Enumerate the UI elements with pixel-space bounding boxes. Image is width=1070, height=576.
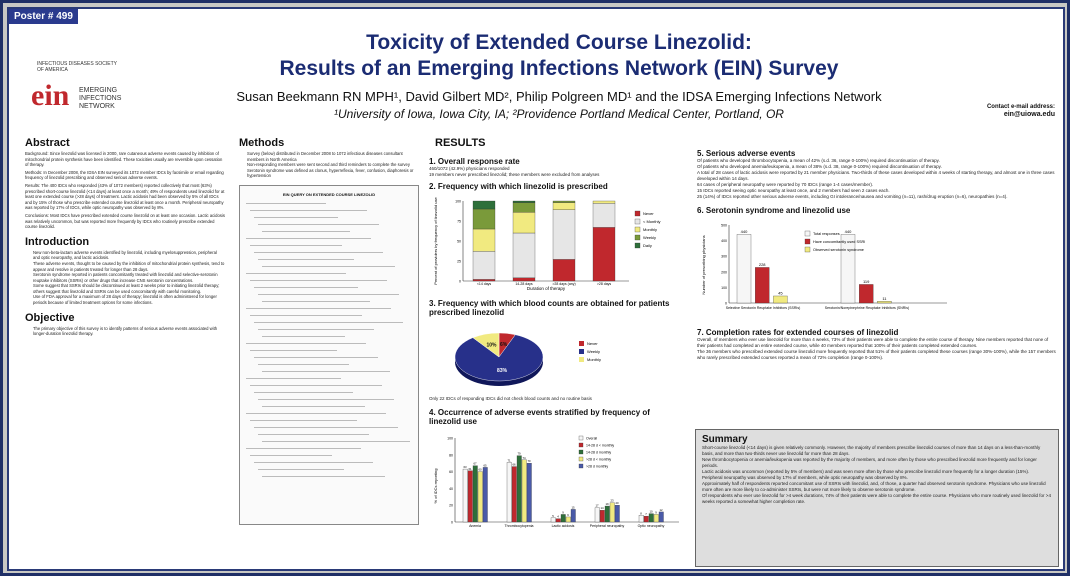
y-axis-label: Number of prescribing physicians: [701, 235, 706, 295]
bar: [737, 234, 751, 303]
bar-segment: [593, 227, 615, 281]
objective-bullet: • The primary objective of this survey is to identify patterns of serious adverse events associated with longer-duration linezolid therapy.: [33, 326, 225, 337]
bar-segment: [513, 212, 535, 233]
survey-line: [250, 210, 367, 211]
bar: [605, 506, 610, 522]
abstract-results: Results: The 400 IDCs who responded (43% of 1072 members) reported collectively that most (63%) prescribed short-course linezolid (<14 days) at least once a month; 49% of respondents used linezolid for at least one extended course (>28 days) of treatment. Lactic acidosis had been observed by 5% of all IDCs and by 15% of those who prescribe extended course linezolid at least once a month. Peripheral neuropathy was reported by 17% of IDCs, while optic neuropathy was observed by 8%.: [25, 182, 225, 211]
logo-network-line1: EMERGING: [79, 87, 118, 94]
legend-swatch: [579, 443, 583, 447]
bar: [841, 234, 855, 303]
legend-swatch: [635, 227, 640, 232]
x-tick-label: Lactic acidosis: [551, 524, 575, 528]
bar-data-label: 8: [640, 511, 642, 516]
bar-data-label: 10: [649, 509, 653, 514]
survey-line: [262, 476, 385, 477]
bar: [659, 512, 664, 522]
survey-line: [258, 329, 374, 330]
poster-number-tag: Poster # 499: [9, 9, 78, 24]
bar-segment: [593, 201, 615, 203]
methods-heading: Methods: [239, 137, 285, 149]
x-tick-label: Serotonin/Norepinephrine Reuptake Inhibitors (SNRIs): [824, 306, 910, 310]
blood-count-pie-chart: [429, 317, 684, 391]
bar: [463, 469, 468, 522]
legend-label: Have concomitantly used SSRI: [813, 240, 866, 244]
bar-data-label: 119: [863, 278, 870, 284]
bar-data-label: 7: [645, 512, 647, 517]
logo-network-line3: NETWORK: [79, 103, 115, 110]
bar-data-label: 440: [740, 228, 748, 234]
survey-title: EIN QUERY ON EXTENDED COURSE LINEZOLID: [282, 191, 376, 197]
intro-bullet: • Some suggest that SSRIs should be discontinued at least 2 weeks prior to initiating linezolid therapy; others suggest that linezolid and SSRIs can be used concomitantly with careful monitoring.: [33, 283, 225, 294]
bar: [654, 514, 659, 522]
bar: [615, 505, 620, 522]
survey-line: [246, 343, 366, 344]
legend-label: Weekly: [587, 349, 601, 354]
y-tick-label: 75: [457, 219, 461, 224]
bar: [556, 519, 561, 522]
methods-bullet: • Serotonin syndrome was defined as clonus, hyperreflexia, fever, confusion, diaphoresis or hypertension: [247, 168, 419, 179]
x-tick-label: >28 days (any): [552, 282, 576, 286]
bar: [527, 463, 532, 522]
survey-line: [246, 308, 391, 309]
bar: [859, 284, 873, 303]
s5-bullet: • 64 cases of peripheral neuropathy were reported by 70 IDCs (range 1-4 cases/member).: [697, 182, 1057, 188]
survey-line: [246, 413, 386, 414]
prescribing-frequency-chart: [429, 191, 684, 291]
legend-swatch: [579, 436, 583, 440]
y-tick-label: 60: [449, 470, 453, 475]
survey-line: [246, 448, 361, 449]
bar-segment: [553, 259, 575, 281]
bar-data-label: 11: [882, 295, 887, 301]
survey-line: [262, 336, 345, 337]
legend-label: Weekly: [643, 235, 657, 240]
survey-line: [262, 231, 350, 232]
results-s7-heading: 7. Completion rates for extended courses of linezolid: [697, 328, 899, 337]
legend-label: >28 d < monthly: [586, 457, 612, 462]
intro-bullet: • Serotonin syndrome reported in patients concomitantly treated with linezolid and selective-serotonin reuptake inhibitors (SSRIs) or other drugs that increase CNS serotonin concentrations.: [33, 272, 225, 283]
legend-label: Total responses: [813, 232, 840, 236]
summary-heading: Summary: [702, 434, 748, 445]
bar: [468, 471, 473, 522]
survey-line: [246, 273, 346, 274]
summary-box: [695, 429, 1059, 567]
y-tick-label: 0: [451, 520, 453, 525]
bar: [600, 510, 605, 522]
bar-segment: [473, 229, 495, 251]
y-tick-label: 500: [721, 223, 727, 228]
results-s6-heading: 6. Serotonin syndrome and linezolid use: [697, 206, 851, 215]
bar: [478, 472, 483, 522]
bar: [566, 517, 571, 522]
column-methods: [239, 135, 419, 567]
bar-data-label: 65: [483, 463, 487, 468]
legend-swatch: [635, 235, 640, 240]
methods-bullet: • Survey (below) distributed in December 2008 to 1072 infectious diseases consultant members in North America: [247, 151, 419, 162]
legend-swatch: [579, 349, 584, 354]
bar-data-label: 74: [522, 455, 526, 460]
bar: [483, 467, 488, 522]
bar-segment: [513, 233, 535, 278]
bar-segment: [553, 201, 575, 203]
adverse-events-chart: [429, 426, 684, 536]
s5-bullet: • 15 IDCs reported seeing optic neuropathy at least once, and 2 members had seen 2 cases each.: [697, 188, 1057, 194]
pie-data-label: 6%: [499, 342, 508, 349]
logo-network-line2: INFECTIONS: [79, 95, 122, 102]
legend-label: >28 d monthly: [586, 464, 609, 469]
bar: [507, 462, 512, 522]
bar-segment: [473, 279, 495, 281]
bar-segment: [513, 201, 535, 203]
column-results: [429, 135, 684, 567]
bar-segment: [473, 201, 495, 209]
s5-bullet: • 25 (14%) of IDCs reported other serious adverse events, including GI intolerance/nausea and vomiting (n=11), rash/drug eruption (n=6), neuropathies (n=4).: [697, 194, 1057, 200]
survey-line: [250, 420, 357, 421]
bar: [595, 508, 600, 522]
survey-line: [254, 217, 338, 218]
intro-bullet: • These adverse events, thought to be caused by the inhibition of mitochondrial protein synthesis, tend to appear and resolve in patients treated for longer than 28 days.: [33, 261, 225, 272]
survey-line: [250, 315, 362, 316]
legend-swatch: [579, 357, 584, 362]
bar-segment: [553, 210, 575, 260]
bar: [571, 509, 576, 522]
y-tick-label: 0: [459, 279, 461, 284]
s7-bullet: • Overall, of members who ever use linezolid for more than 4 weeks, 73% of their patients were able to complete the entire course of therapy. Nine members reported that none of their patients had completed an entire extended course, while 40 members reported that 100% of their patients completed extended courses.: [697, 337, 1057, 349]
survey-line: [262, 406, 365, 407]
results-s3-note: Only 22 IDCs of responding IDCs did not check blood counts and no routine basis: [429, 396, 592, 401]
results-s4-heading: 4. Occurrence of adverse events stratified by frequency of linezolid use: [429, 408, 650, 426]
logo-org-line2: OF AMERICA: [37, 67, 68, 73]
summary-bullet: • Approximately half of respondents reported concomitant use of SSRIs with linezolid, and, of those, a quarter had observed serotonin syndrome. Physicians who use linezolid more often are more likely to co-administer SSRIs, but were not more likely to observe serotonin syndrome.: [702, 481, 1052, 493]
y-tick-label: 400: [721, 239, 727, 244]
x-axis-label: Duration of therapy: [526, 286, 566, 291]
poster-body: [7, 7, 1065, 571]
bar-data-label: 63: [463, 465, 467, 470]
results-s1-heading: 1. Overall response rate: [429, 157, 520, 166]
legend-swatch: [579, 450, 583, 454]
survey-line: [262, 266, 395, 267]
serotonin-chart: [697, 215, 997, 319]
x-tick-label: 14-28 days: [515, 282, 533, 286]
bar-data-label: 70: [527, 459, 531, 464]
bar-data-label: 23: [610, 498, 614, 503]
bar-data-label: 5: [552, 513, 554, 518]
bar-data-label: 20: [615, 501, 619, 506]
results-s3-heading: 3. Frequency with which blood counts are obtained for patients prescribed linezolid: [429, 299, 670, 317]
legend-label: Daily: [643, 243, 652, 248]
survey-line: [258, 294, 399, 295]
survey-line: [254, 252, 383, 253]
summary-bullet: • Peripheral neuropathy was observed by 17% of members, while optic neuropathy was observed by 8%.: [702, 475, 1052, 481]
legend-swatch: [805, 239, 810, 244]
x-tick-label: Peripheral neuropathy: [589, 524, 625, 528]
legend-label: Observed serotonin syndrome: [813, 248, 864, 252]
x-tick-label: Optic neuropathy: [637, 524, 665, 528]
x-tick-label: <14 days: [476, 282, 492, 286]
s7-bullet: • The 36 members who prescribed extended course linezolid more frequently reported that 51% of their patients completed these courses (range 30%-100%), while the 157 members who rarely prescribed extended courses reported a mean of 72% completion (range 0-100%).: [697, 349, 1057, 361]
authors: Susan Beekmann RN MPH¹, David Gilbert MD², Philip Polgreen MD¹ and the IDSA Emerging Infections Network: [236, 89, 882, 104]
legend-swatch: [805, 231, 810, 236]
bar-data-label: 66: [512, 462, 516, 467]
bar: [649, 514, 654, 522]
survey-line: [250, 245, 342, 246]
survey-line: [246, 203, 326, 204]
logo-org-line1: INFECTIOUS DISEASES SOCIETY: [37, 61, 118, 67]
bar: [877, 301, 891, 303]
bar: [755, 267, 769, 303]
affiliations: ¹University of Iowa, Iowa City, IA; ²Providence Portland Medical Center, Portland, OR: [334, 107, 784, 121]
intro-bullet: • Use of FDA approval for a maximum of 28 days of therapy; linezolid is often administered for longer periods because of limited treatment options for some infections.: [33, 294, 225, 305]
survey-line: [258, 469, 344, 470]
summary-bullet: • Short-course linezolid (<14 days) is given relatively commonly. However, the majority of members prescribe linezolid courses of more than 14 days on a less-than-monthly basis, and more than two-thirds never use linezolid for more than 28 days.: [702, 445, 1052, 457]
summary-bullet: • Lactic acidosis was uncommon (reported by 5% of members) and was seen more often by those who prescribe linezolid more frequently for a longer duration (15%).: [702, 469, 1052, 475]
survey-line: [258, 224, 379, 225]
results-s2-heading: 2. Frequency with which linezolid is prescribed: [429, 182, 608, 191]
survey-line: [254, 462, 373, 463]
legend-swatch: [635, 219, 640, 224]
bar-data-label: 4: [557, 514, 559, 519]
x-tick-label: Selective Serotonin Reuptake Inhibitors (SSRIs): [725, 306, 801, 310]
survey-line: [254, 357, 378, 358]
bar: [512, 467, 517, 522]
bar-segment: [593, 203, 615, 227]
x-tick-label: Thrombocytopenia: [504, 524, 534, 528]
survey-line: [262, 371, 390, 372]
bar: [639, 515, 644, 522]
title-line-2: Results of an Emerging Infections Network (EIN) Survey: [279, 57, 839, 80]
bar: [773, 296, 787, 303]
survey-line: [250, 385, 382, 386]
survey-line: [246, 238, 371, 239]
introduction-heading: Introduction: [25, 235, 90, 248]
y-tick-label: 40: [449, 486, 453, 491]
survey-lines: [246, 203, 412, 477]
contact-email[interactable]: ein@uiowa.edu: [1003, 111, 1055, 118]
survey-line: [258, 364, 349, 365]
legend-label: Never: [587, 341, 598, 346]
survey-line: [254, 392, 353, 393]
s5-bullet: • Of patients who developed thrombocytopenia, a mean of 42% (s.d. 36, range 0-100%) required discontinuation of therapy.: [697, 158, 1057, 164]
bar-data-label: 228: [758, 261, 766, 267]
bar-data-label: 12: [659, 507, 663, 512]
s1-bullet: • 460/1072 (42.9%) physicians responded: [429, 166, 684, 172]
legend-swatch: [635, 211, 640, 216]
legend-swatch: [579, 341, 584, 346]
column-results-2: [697, 135, 1057, 435]
bar: [610, 503, 615, 522]
column-abstract: [25, 135, 225, 567]
bar: [522, 460, 527, 522]
y-tick-label: 300: [721, 254, 727, 259]
y-tick-label: 100: [447, 436, 453, 441]
x-tick-label: >28 days: [596, 282, 612, 286]
abstract-heading: Abstract: [25, 137, 70, 149]
y-axis-label: % of IDCs reporting: [433, 468, 438, 504]
s1-bullet: • 19 members never prescribed linezolid; these members were excluded from analyses: [429, 172, 684, 178]
survey-line: [258, 259, 354, 260]
bar: [561, 514, 566, 522]
y-tick-label: 200: [721, 270, 727, 275]
survey-line: [254, 287, 358, 288]
bar-data-label: 9: [562, 510, 564, 515]
y-tick-label: 50: [457, 239, 461, 244]
bar: [551, 518, 556, 522]
legend-label: 14-28 d monthly: [586, 450, 612, 455]
y-axis-label: Percent of providers by frequency of linezolid use: [433, 197, 438, 285]
legend-label: Monthly: [587, 357, 602, 362]
results-s5-heading: 5. Serious adverse events: [697, 149, 796, 158]
y-tick-label: 100: [455, 199, 461, 204]
legend-swatch: [579, 457, 583, 461]
y-tick-label: 100: [721, 285, 727, 290]
survey-line: [250, 350, 337, 351]
bar: [644, 516, 649, 522]
summary-bullet: • Of respondents who ever use linezolid for >4 week durations, 74% of their patients were able to complete the entire course. Physicians who more routinely used linezolid for >4 weeks reported a somewhat higher completion rate.: [702, 493, 1052, 505]
bar-segment: [553, 203, 575, 210]
bar-data-label: 61: [468, 466, 472, 471]
objective-heading: Objective: [25, 311, 75, 324]
survey-line: [262, 441, 410, 442]
legend-label: Overall: [586, 436, 598, 441]
survey-line: [250, 455, 332, 456]
survey-line: [254, 427, 398, 428]
x-tick-label: Anemia: [469, 524, 481, 528]
s5-bullet: • A total of 28 cases of lactic acidosis were reported by 21 member physicians. Two-thirds of these cases developed within 4 weeks of starting therapy, and almost one in three cases developed within 14 days.: [697, 170, 1057, 182]
bar-data-label: 19: [605, 502, 609, 507]
bar-segment: [513, 278, 535, 281]
bar-segment: [473, 209, 495, 229]
pie-data-label: 83%: [497, 368, 508, 375]
bar-data-label: 9: [655, 510, 657, 515]
survey-line: [258, 434, 369, 435]
y-tick-label: 80: [449, 453, 453, 458]
abstract-background: Background: Since linezolid was licensed in 2000, rare cutaneous adverse events caused by inhibition of mitochondrial protein synthesis have been identified. These toxicities usually are reversible upon cessation of therapy.: [25, 151, 223, 168]
abstract-conclusions: Conclusions: Most IDCs have prescribed extended course linezolid on at least one occasion. Lactic acidosis was relatively uncommon, but was reported more frequently by IDCs who routinely prescribe extended course linezolid.: [25, 212, 225, 230]
legend-swatch: [579, 464, 583, 468]
legend-swatch: [635, 243, 640, 248]
bar-data-label: 79: [517, 451, 521, 456]
bar-data-label: 15: [571, 505, 575, 510]
survey-form-image: [239, 185, 419, 525]
intro-bullet: • New non-beta-lactam adverse events identified by linezolid, including myelosuppression, peripheral and optic neuropathy, and lactic acidosis.: [33, 250, 225, 261]
survey-line: [258, 399, 394, 400]
contact-label: Contact e-mail address:: [986, 104, 1055, 110]
contact: [955, 103, 1055, 119]
introduction-list: [25, 250, 225, 306]
legend-swatch: [805, 247, 810, 252]
bar: [517, 456, 522, 522]
legend-label: 14-28 d < monthly: [586, 443, 615, 448]
summary-bullet: • New thrombocytopenia or anemia/leukopenia was reported by the majority of members, and more often by those who prescribed linezolid more frequently and for longer periods.: [702, 457, 1052, 469]
bar-data-label: 440: [844, 228, 852, 234]
legend-label: < Monthly: [643, 219, 661, 224]
y-tick-label: 25: [457, 259, 461, 264]
y-tick-label: 20: [449, 503, 453, 508]
survey-line: [254, 322, 403, 323]
bar-data-label: 14: [600, 506, 604, 511]
y-tick-label: 0: [725, 301, 727, 306]
bar: [473, 466, 478, 522]
bar-data-label: 60: [478, 467, 482, 472]
bar-data-label: 6: [567, 512, 569, 517]
abstract-methods: Methods: In December 2008, the IDSA EIN surveyed its 1072 member IDCs by facsimile or email regarding frequency of linezolid prescribing and observed serious adverse events.: [25, 169, 224, 181]
survey-line: [246, 378, 341, 379]
logo-letters: ein: [31, 79, 70, 112]
legend-label: Monthly: [643, 227, 658, 232]
pie-data-label: 10%: [486, 342, 497, 349]
legend-label: Never: [643, 211, 654, 216]
s5-bullet: • Of patients who developed anemia/leukopenia, a mean of 38% (s.d. 38, range 0-100%) required discontinuation of therapy.: [697, 164, 1057, 170]
bar-segment: [473, 251, 495, 279]
bar-data-label: 71: [507, 458, 511, 463]
bar-segment: [513, 203, 535, 213]
survey-line: [262, 301, 370, 302]
survey-line: [250, 280, 387, 281]
methods-bullet: • Non-responding members were sent second and third reminders to complete the survey: [247, 162, 419, 168]
bar-data-label: 45: [778, 290, 783, 296]
title-line-1: Toxicity of Extended Course Linezolid:: [366, 31, 752, 54]
results-heading: RESULTS: [435, 137, 486, 149]
bar-data-label: 67: [473, 461, 477, 466]
bar-data-label: 17: [595, 503, 599, 508]
logo: [17, 49, 147, 129]
